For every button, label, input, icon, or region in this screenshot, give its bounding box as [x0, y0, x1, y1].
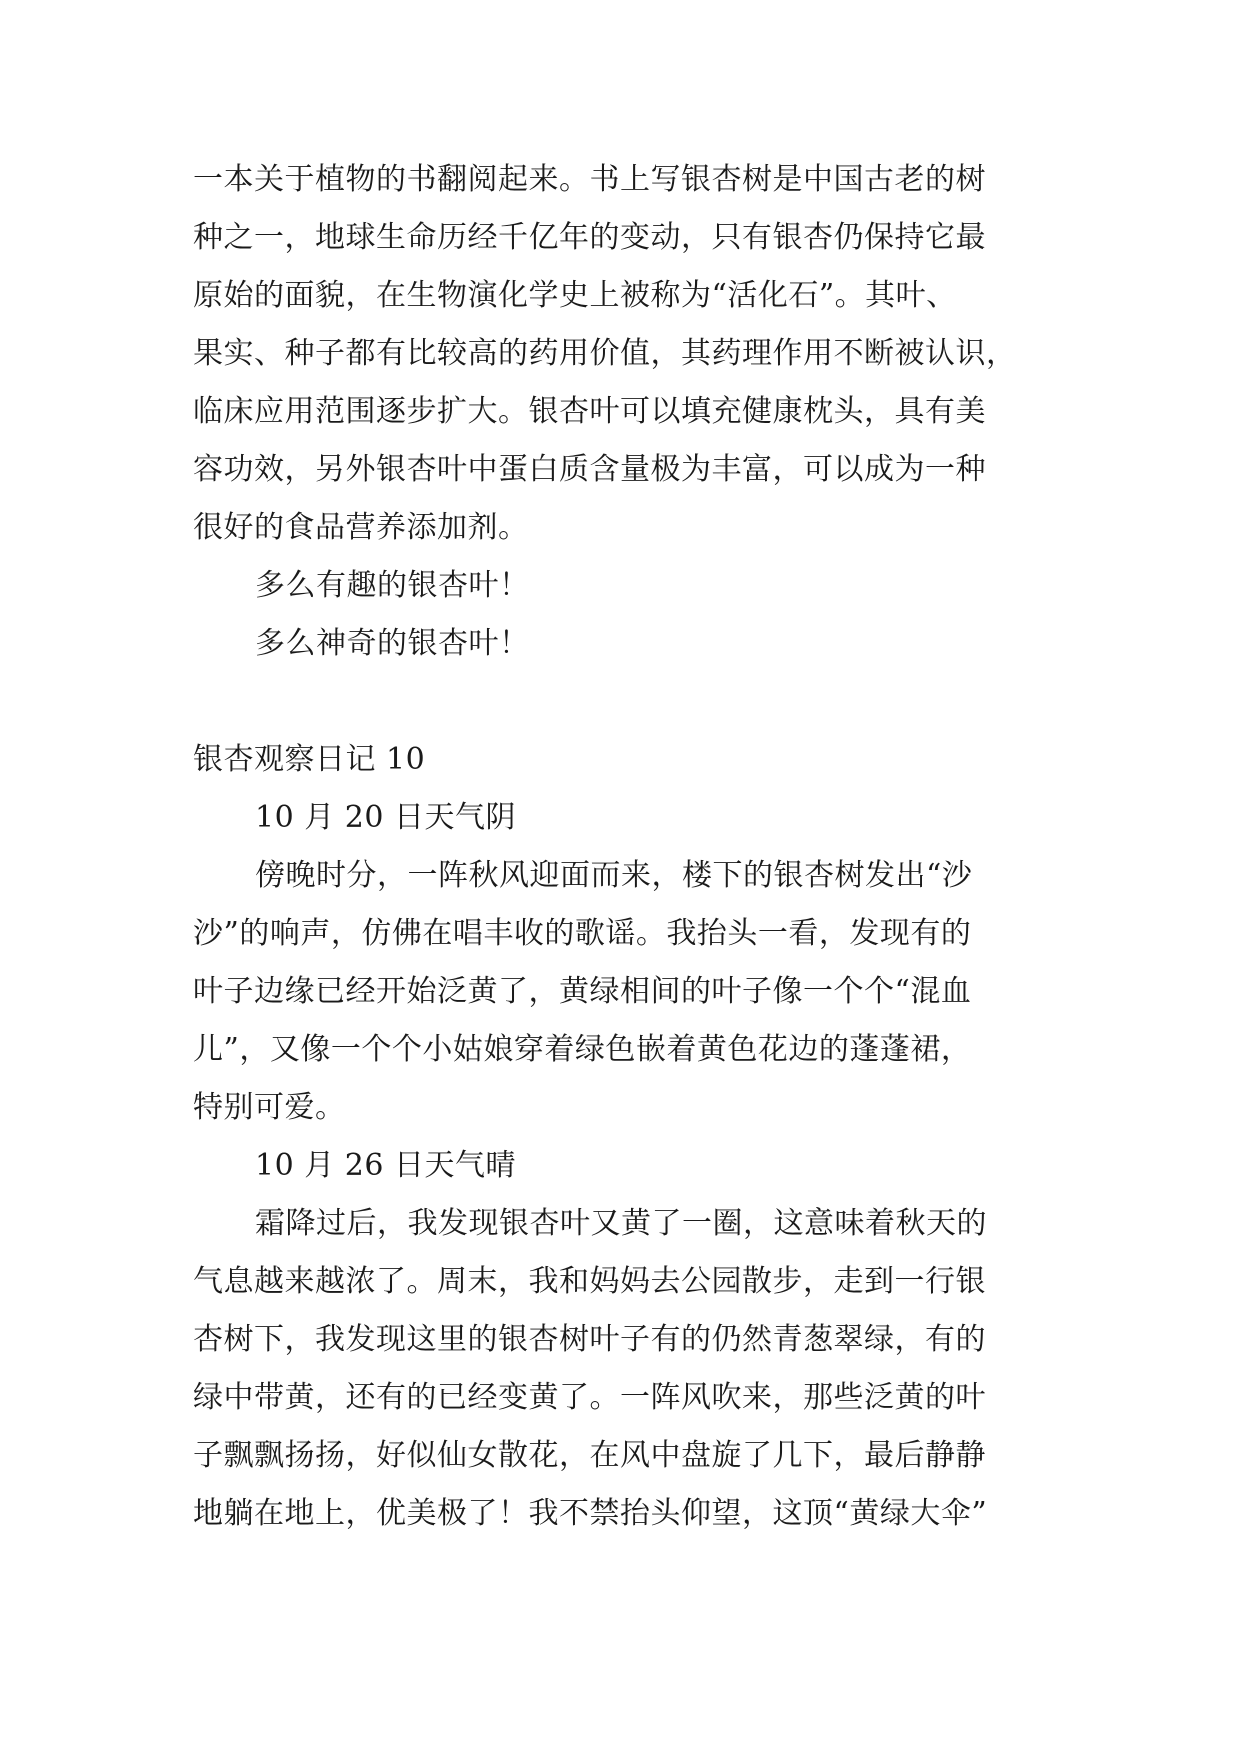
- entry-date: 10 月 26 日天气晴: [255, 1148, 516, 1183]
- paragraph-line: 很好的食品营养添加剂。: [193, 510, 529, 545]
- paragraph-line: 临床应用范围逐步扩大。银杏叶可以填充健康枕头，具有美: [193, 394, 986, 429]
- paragraph-line: 气息越来越浓了。周末，我和妈妈去公园散步，走到一行银: [193, 1264, 986, 1299]
- paragraph-line: 霜降过后，我发现银杏叶又黄了一圈，这意味着秋天的: [255, 1206, 987, 1241]
- paragraph-line: 果实、种子都有比较高的药用价值，其药理作用不断被认识，: [193, 336, 1017, 371]
- paragraph-line: 一本关于植物的书翻阅起来。书上写银杏树是中国古老的树: [193, 162, 986, 197]
- section-title: 银杏观察日记 10: [193, 742, 426, 777]
- paragraph-line: 儿”，又像一个个小姑娘穿着绿色嵌着黄色花边的蓬蓬裙，: [193, 1032, 972, 1067]
- entry-date: 10 月 20 日天气阴: [255, 800, 516, 835]
- paragraph-line: 容功效，另外银杏叶中蛋白质含量极为丰富，可以成为一种: [193, 452, 986, 487]
- exclamation-line: 多么有趣的银杏叶！: [255, 568, 530, 603]
- paragraph-line: 子飘飘扬扬，好似仙女散花，在风中盘旋了几下，最后静静: [193, 1438, 986, 1473]
- paragraph-line: 傍晚时分，一阵秋风迎面而来，楼下的银杏树发出“沙: [255, 858, 973, 893]
- exclamation-line: 多么神奇的银杏叶！: [255, 626, 530, 661]
- paragraph-line: 杏树下，我发现这里的银杏树叶子有的仍然青葱翠绿，有的: [193, 1322, 986, 1357]
- paragraph-line: 地躺在地上，优美极了！我不禁抬头仰望，这顶“黄绿大伞”: [193, 1496, 988, 1531]
- paragraph-line: 种之一，地球生命历经千亿年的变动，只有银杏仍保持它最: [193, 220, 986, 255]
- paragraph-line: 绿中带黄，还有的已经变黄了。一阵风吹来，那些泛黄的叶: [193, 1380, 986, 1415]
- paragraph-line: 沙”的响声，仿佛在唱丰收的歌谣。我抬头一看，发现有的: [193, 916, 972, 951]
- paragraph-line: 特别可爱。: [193, 1090, 346, 1125]
- paragraph-line: 原始的面貌，在生物演化学史上被称为“活化石”。其叶、: [193, 278, 957, 313]
- paragraph-line: 叶子边缘已经开始泛黄了，黄绿相间的叶子像一个个“混血: [193, 974, 972, 1009]
